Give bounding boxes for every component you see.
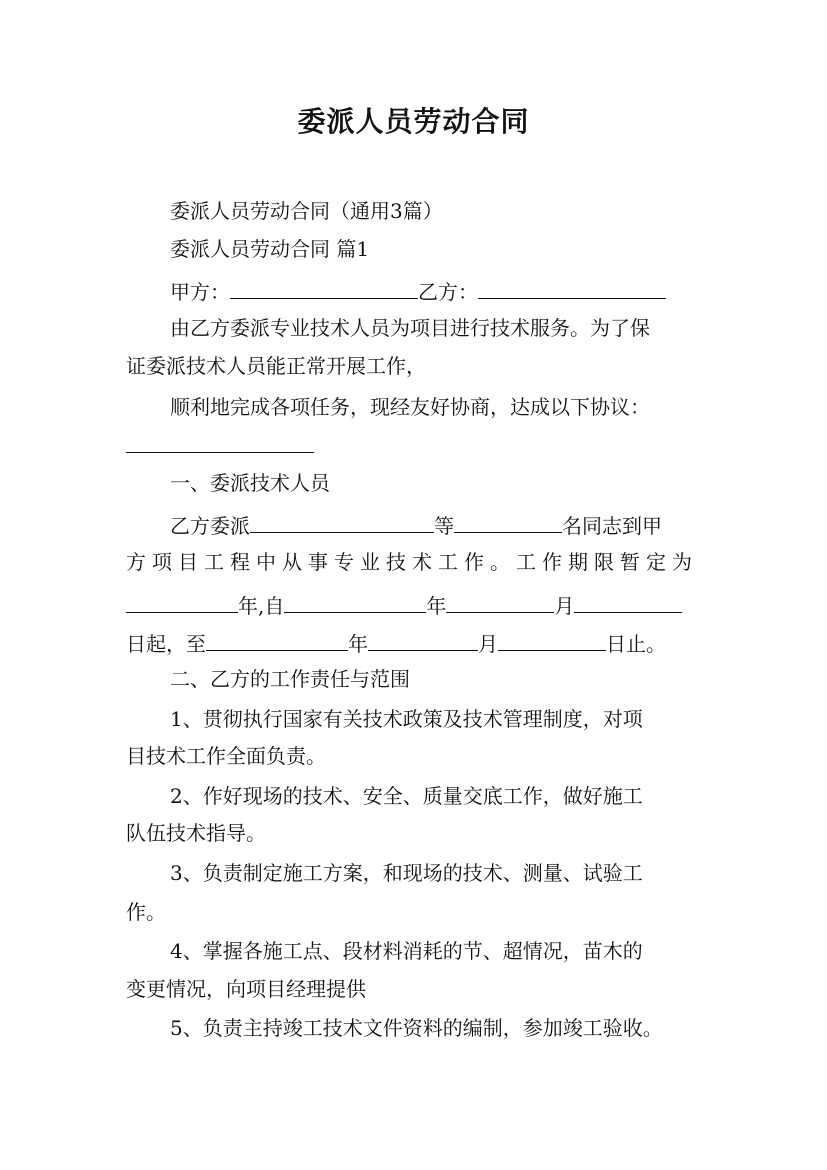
document-title: 委派人员劳动合同 xyxy=(297,105,530,138)
list-item: 队伍技术指导。 xyxy=(126,821,266,845)
party-b-blank xyxy=(478,276,666,299)
list-item: 3、负责制定施工方案，和现场的技术、测量、试验工 xyxy=(170,861,643,885)
fill-blank xyxy=(206,628,348,651)
paragraph-line: 证委派技术人员能正常开展工作， xyxy=(126,354,426,378)
text-span: 年,自 xyxy=(238,594,285,618)
paragraph-line xyxy=(170,510,716,539)
text-span: 月 xyxy=(478,632,498,656)
fill-blank xyxy=(446,590,554,613)
text-span: 年 xyxy=(348,632,368,656)
section-heading-2: 二、乙方的工作责任与范围 xyxy=(170,667,410,691)
list-item: 目技术工作全面负责。 xyxy=(126,744,326,768)
list-item: 5、负责主持竣工技术文件资料的编制，参加竣工验收。 xyxy=(170,1016,663,1040)
list-item: 作。 xyxy=(126,900,166,924)
paragraph-line: 顺利地完成各项任务，现经友好协商，达成以下协议： xyxy=(170,395,650,419)
paragraph-line: 由乙方委派专业技术人员为项目进行技术服务。为了保 xyxy=(170,316,650,340)
text-span: 等 xyxy=(434,514,454,538)
list-item: 1、贯彻执行国家有关技术政策及技术管理制度，对项 xyxy=(170,707,643,731)
text-span: 乙方委派 xyxy=(170,514,250,538)
text-span: 名同志到甲 xyxy=(562,514,662,538)
article-heading: 委派人员劳动合同 篇1 xyxy=(170,237,370,261)
blank-line xyxy=(126,430,716,459)
list-item: 变更情况，向项目经理提供 xyxy=(126,977,366,1001)
parties-line xyxy=(170,276,716,305)
fill-blank xyxy=(250,510,434,533)
text-span: 月 xyxy=(554,594,575,618)
fill-blank xyxy=(126,590,238,613)
fill-blank xyxy=(498,628,606,651)
fill-blank xyxy=(574,590,682,613)
list-item: 2、作好现场的技术、安全、质量交底工作，做好施工 xyxy=(170,784,643,808)
party-a-blank xyxy=(230,276,418,299)
fill-blank xyxy=(284,590,426,613)
subtitle-line: 委派人员劳动合同（通用3篇） xyxy=(170,199,443,223)
blank-underline xyxy=(126,430,314,453)
fill-blank xyxy=(454,510,562,533)
paragraph-line xyxy=(126,628,716,657)
paragraph-line: 方项目工程中从事专业技术工作。工作期限暂定为 xyxy=(126,550,698,574)
party-a-label: 甲方： xyxy=(170,280,230,304)
fill-blank xyxy=(368,628,478,651)
text-span: 日止。 xyxy=(606,632,666,656)
list-item: 4、掌握各施工点、段材料消耗的节、超情况，苗木的 xyxy=(170,939,643,963)
section-heading-1: 一、委派技术人员 xyxy=(170,471,330,495)
text-span: 日起，至 xyxy=(126,632,206,656)
paragraph-line xyxy=(126,590,716,619)
text-span: 年 xyxy=(426,594,447,618)
party-b-label: 乙方： xyxy=(418,280,478,304)
